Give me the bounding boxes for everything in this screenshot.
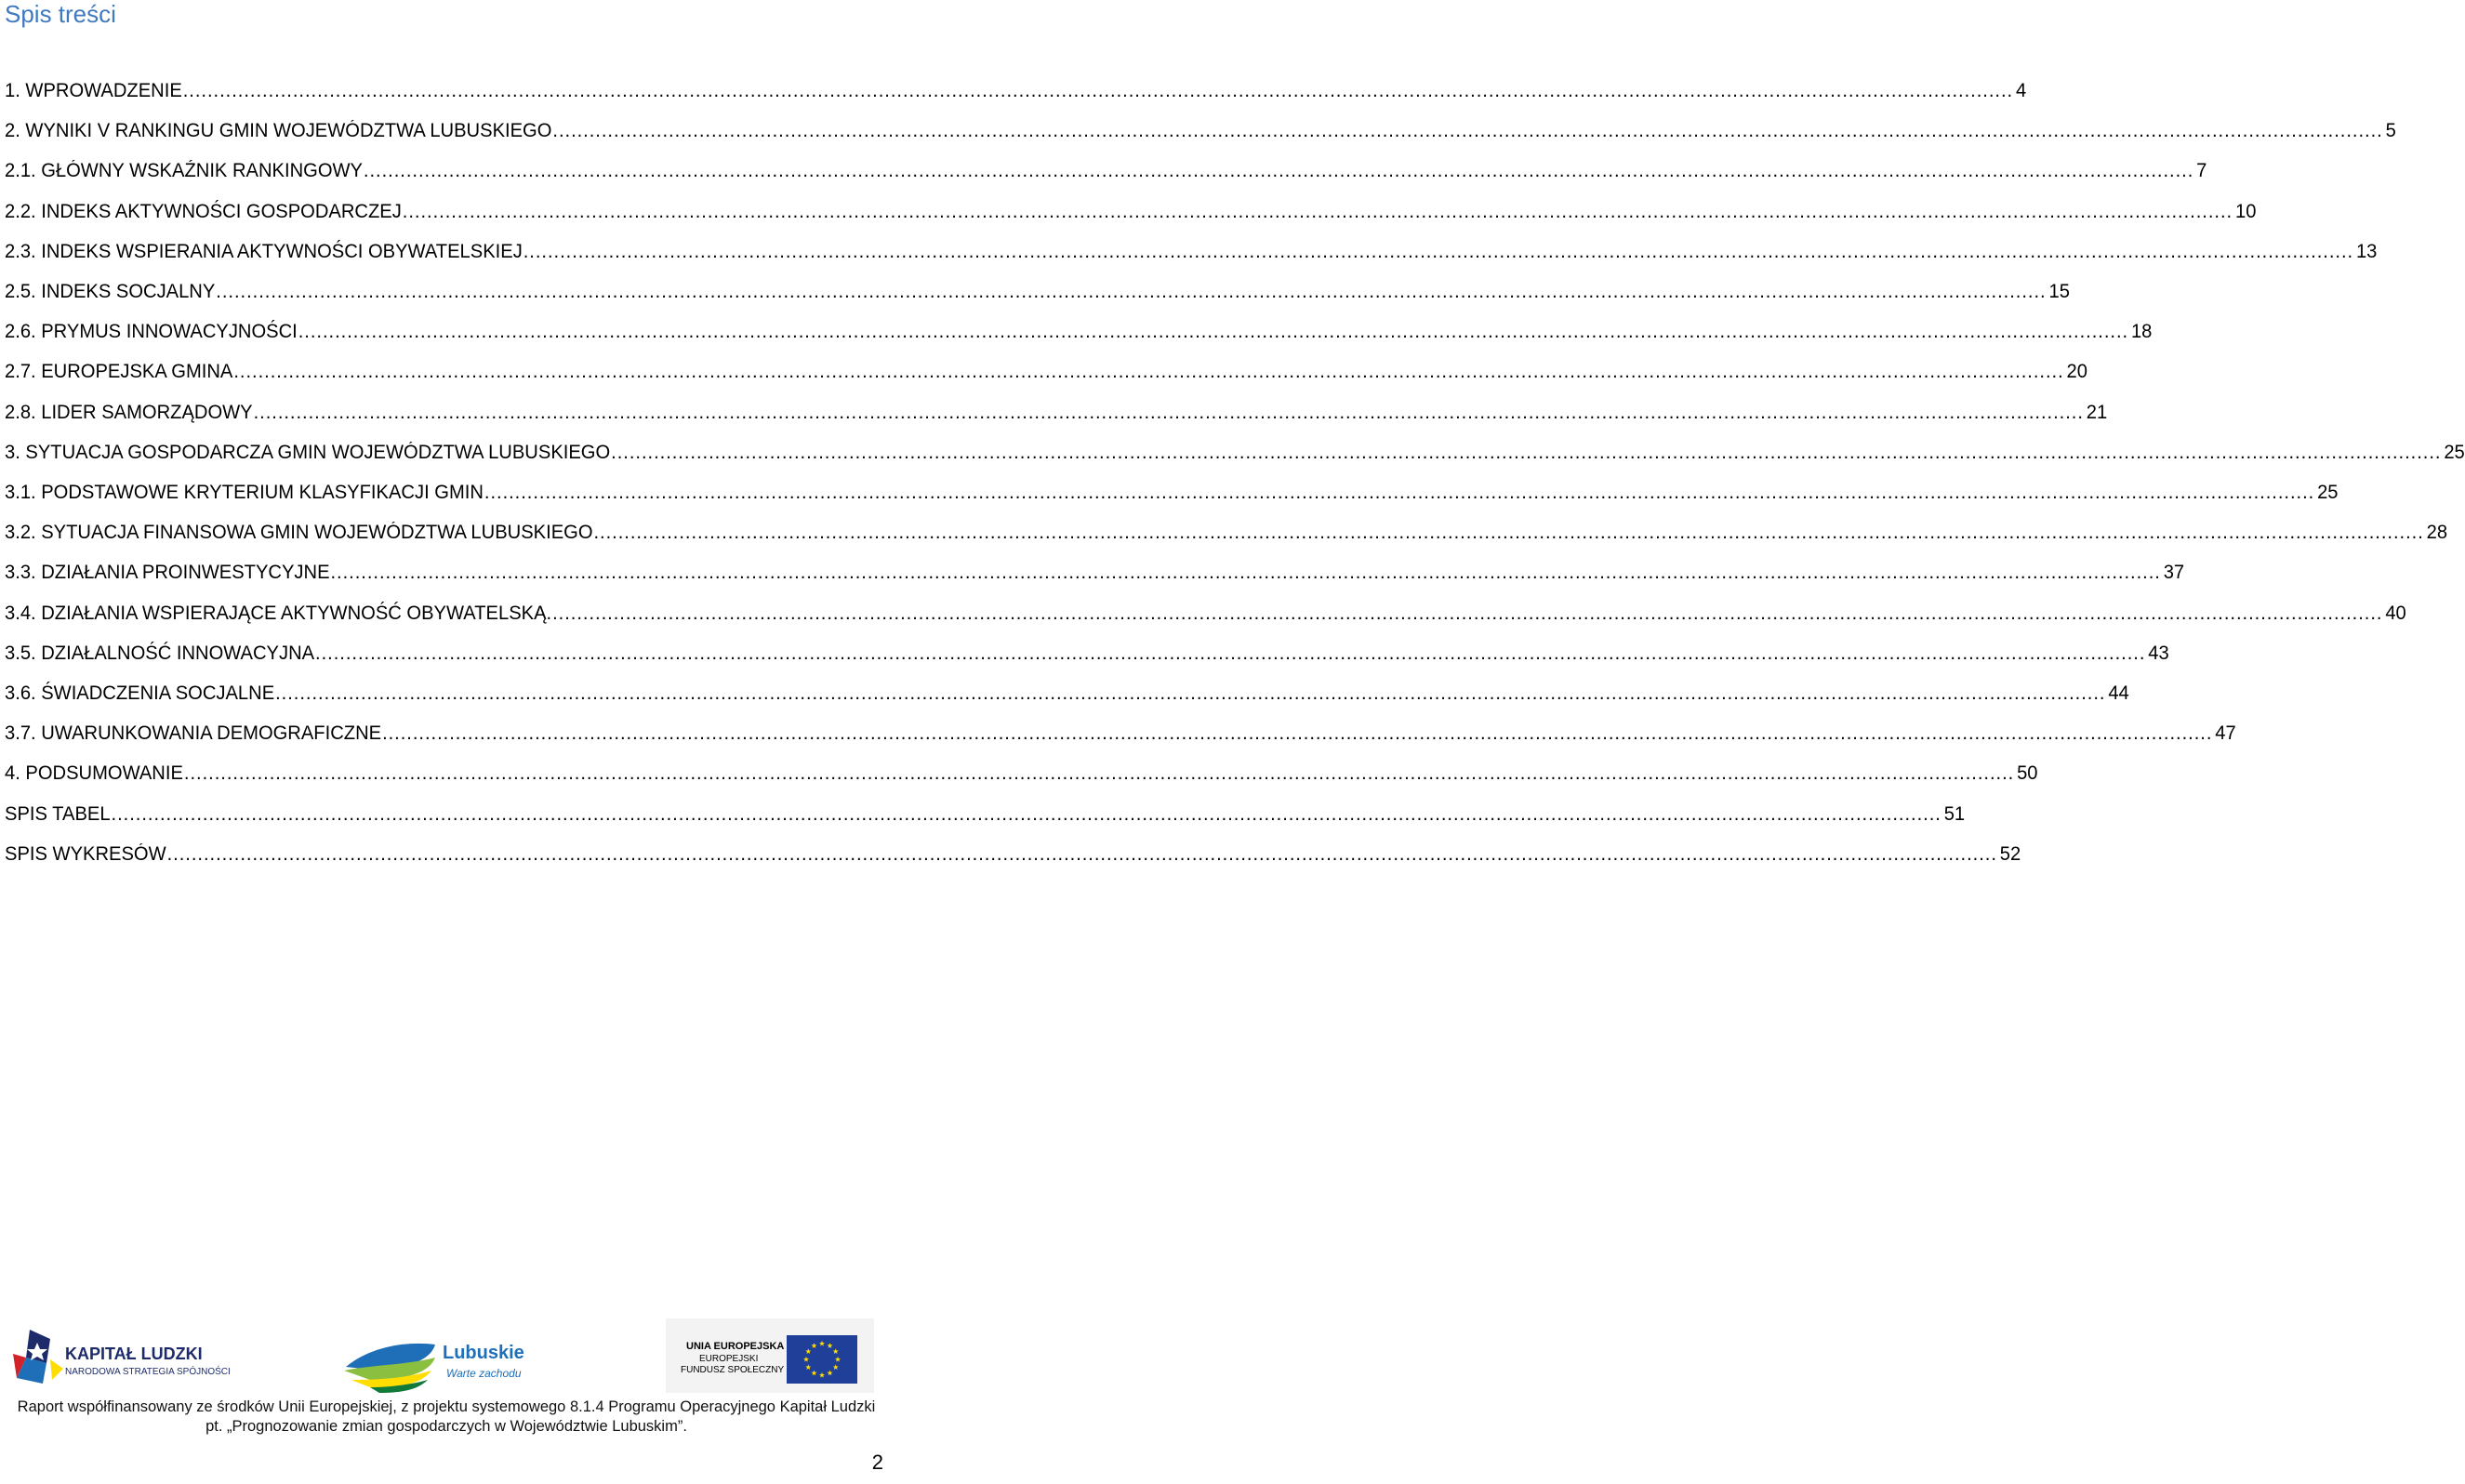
eu-efs-logo	[666, 1318, 874, 1393]
logo-bar	[0, 1318, 893, 1398]
toc-entry[interactable]	[5, 762, 2038, 790]
toc-dot-leader: ............................................................................................................................................................................................................................................................................................................	[382, 722, 2213, 745]
kapital-ludzki-logo	[9, 1326, 231, 1391]
toc-entry-label: SPIS WYKRESÓW	[5, 842, 166, 865]
toc-entry-page: 52	[1999, 842, 2021, 865]
toc-entry-page: 51	[1943, 802, 1966, 825]
toc-title: Spis treści	[5, 0, 116, 28]
toc-entry-label: 3.6. ŚWIADCZENIA SOCJALNE	[5, 682, 275, 704]
toc-entry-label: 2.8. LIDER SAMORZĄDOWY	[5, 401, 253, 423]
toc-dot-leader: ............................................................................................................................................................................................................................................................................................................	[111, 802, 1942, 825]
toc-entry[interactable]	[5, 682, 2129, 710]
toc-entry[interactable]	[5, 321, 2153, 349]
toc-entry[interactable]	[5, 80, 2027, 108]
toc-entry-page: 15	[2048, 281, 2070, 302]
toc-entry-label: 3.4. DZIAŁANIA WSPIERAJĄCE AKTYWNOŚĆ OBYWATELSKĄ.	[5, 602, 552, 624]
lubuskie-name: Lubuskie	[443, 1343, 524, 1363]
toc-dot-leader: ............................................................................................................................................................................................................................................................................................................	[593, 522, 2424, 544]
toc-entry-page: 18	[2130, 321, 2153, 343]
toc-entry[interactable]	[5, 200, 2257, 229]
toc-dot-leader: ............................................................................................................................................................................................................................................................................................................	[402, 200, 2233, 222]
toc-entry[interactable]	[5, 441, 2465, 470]
toc-entry-label: 1. WPROWADZENIE	[5, 80, 182, 101]
toc-entry-page: 25	[2444, 441, 2465, 463]
toc-entry-label: 4. PODSUMOWANIE	[5, 762, 183, 785]
toc-dot-leader: ............................................................................................................................................................................................................................................................................................................	[552, 602, 2383, 624]
kapital-ludzki-name: KAPITAŁ LUDZKI	[65, 1345, 203, 1363]
toc-entry-page: 43	[2148, 642, 2169, 664]
lubuskie-logo	[342, 1339, 528, 1395]
toc-entry-label: 2.2. INDEKS AKTYWNOŚCI GOSPODARCZEJ	[5, 200, 402, 222]
lubuskie-subtitle: Warte zachodu	[446, 1367, 522, 1380]
toc-entry-label: SPIS TABEL	[5, 802, 111, 825]
toc-entry-page: 28	[2426, 522, 2448, 544]
toc-entry[interactable]	[5, 602, 2406, 630]
toc-entry[interactable]	[5, 722, 2236, 750]
toc-entry[interactable]	[5, 240, 2378, 269]
toc-entry[interactable]	[5, 482, 2339, 510]
toc-entry[interactable]	[5, 802, 1966, 831]
footer-line-2: pt. „Prognozowanie zmian gospodarczych w Województwie Lubuskim”.	[205, 1418, 687, 1435]
toc-dot-leader: ............................................................................................................................................................................................................................................................................................................	[611, 441, 2442, 463]
toc-entry-page: 40	[2385, 602, 2406, 624]
toc-entry-page: 37	[2163, 562, 2185, 584]
toc-entry[interactable]	[5, 562, 2185, 590]
toc-entry-page: 47	[2215, 722, 2236, 745]
toc-dot-leader: ............................................................................................................................................................................................................................................................................................................	[363, 160, 2194, 182]
toc-dot-leader: ............................................................................................................................................................................................................................................................................................................	[315, 642, 2146, 664]
toc-entry[interactable]	[5, 842, 2021, 871]
toc-dot-leader: ............................................................................................................................................................................................................................................................................................................	[330, 562, 2161, 584]
eu-fund-line-1: EUROPEJSKI	[699, 1354, 759, 1364]
toc-entry-page: 25	[2317, 482, 2339, 503]
page-number: 2	[871, 1451, 883, 1474]
toc-entry-label: 3. SYTUACJA GOSPODARCZA GMIN WOJEWÓDZTWA LUBUSKIEGO	[5, 441, 611, 463]
toc-entry-page: 44	[2108, 682, 2129, 704]
toc-entry-page: 10	[2234, 200, 2257, 222]
toc-dot-leader: ............................................................................................................................................................................................................................................................................................................	[275, 682, 2106, 704]
toc-dot-leader: ............................................................................................................................................................................................................................................................................................................	[182, 80, 2014, 101]
toc-entry[interactable]	[5, 361, 2087, 389]
toc-dot-leader: ............................................................................................................................................................................................................................................................................................................	[298, 321, 2129, 343]
toc-entry-label: 2.6. PRYMUS INNOWACYJNOŚCI	[5, 321, 298, 343]
kapital-ludzki-emblem-icon	[9, 1326, 65, 1391]
toc-dot-leader: ............................................................................................................................................................................................................................................................................................................	[484, 482, 2315, 503]
toc-entry-page: 5	[2385, 120, 2396, 142]
toc-entry-page: 20	[2066, 361, 2087, 383]
toc-dot-leader: ............................................................................................................................................................................................................................................................................................................	[183, 762, 2015, 785]
toc-entry-label: 3.7. UWARUNKOWANIA DEMOGRAFICZNE	[5, 722, 382, 745]
toc-entry-page: 13	[2355, 240, 2378, 262]
toc-entry-label: 2. WYNIKI V RANKINGU GMIN WOJEWÓDZTWA LUBUSKIEGO	[5, 120, 552, 142]
toc-entry[interactable]	[5, 120, 2396, 148]
eu-name: UNIA EUROPEJSKA	[686, 1341, 785, 1352]
toc-entry-page: 50	[2017, 762, 2038, 785]
toc-entry-label: 3.2. SYTUACJA FINANSOWA GMIN WOJEWÓDZTWA LUBUSKIEGO	[5, 522, 593, 544]
toc-entry[interactable]	[5, 160, 2207, 188]
toc-entry-page: 21	[2086, 401, 2108, 423]
toc-entry-label: 3.1. PODSTAWOWE KRYTERIUM KLASYFIKACJI GMIN	[5, 482, 484, 503]
lubuskie-wave-icon	[342, 1339, 440, 1395]
toc-entry-label: 2.3. INDEKS WSPIERANIA AKTYWNOŚCI OBYWATELSKIEJ	[5, 240, 523, 262]
toc-entry-label: 3.3. DZIAŁANIA PROINWESTYCYJNE	[5, 562, 330, 584]
toc-dot-leader: ............................................................................................................................................................................................................................................................................................................	[233, 361, 2064, 383]
toc-entry-label: 2.1. GŁÓWNY WSKAŹNIK RANKINGOWY	[5, 160, 363, 182]
toc-entry[interactable]	[5, 401, 2108, 430]
toc-entry-label: 2.5. INDEKS SOCJALNY	[5, 281, 216, 302]
toc-entry-label: 2.7. EUROPEJSKA GMINA	[5, 361, 233, 383]
toc-dot-leader: ............................................................................................................................................................................................................................................................................................................	[216, 281, 2047, 302]
toc-entry[interactable]	[5, 281, 2070, 309]
kapital-ludzki-subtitle: NARODOWA STRATEGIA SPÓJNOŚCI	[65, 1367, 231, 1377]
toc-entry-page: 4	[2015, 80, 2027, 101]
toc-entry-label: 3.5. DZIAŁALNOŚĆ INNOWACYJNA	[5, 642, 315, 664]
toc-dot-leader: ............................................................................................................................................................................................................................................................................................................	[523, 240, 2354, 262]
footer-line-1: Raport współfinansowany ze środków Unii Europejskiej, z projektu systemowego 8.1.4 Programu Operacyjnego Kapitał Ludzki	[17, 1398, 876, 1415]
toc-dot-leader: ............................................................................................................................................................................................................................................................................................................	[166, 842, 1997, 865]
toc-entry-page: 7	[2196, 160, 2207, 182]
eu-flag-icon	[787, 1335, 857, 1384]
toc-entry[interactable]	[5, 642, 2169, 670]
toc-entry[interactable]	[5, 522, 2448, 550]
toc-dot-leader: ............................................................................................................................................................................................................................................................................................................	[253, 401, 2084, 423]
toc-dot-leader: ............................................................................................................................................................................................................................................................................................................	[552, 120, 2383, 142]
eu-fund-line-2: FUNDUSZ SPOŁECZNY	[681, 1365, 785, 1375]
